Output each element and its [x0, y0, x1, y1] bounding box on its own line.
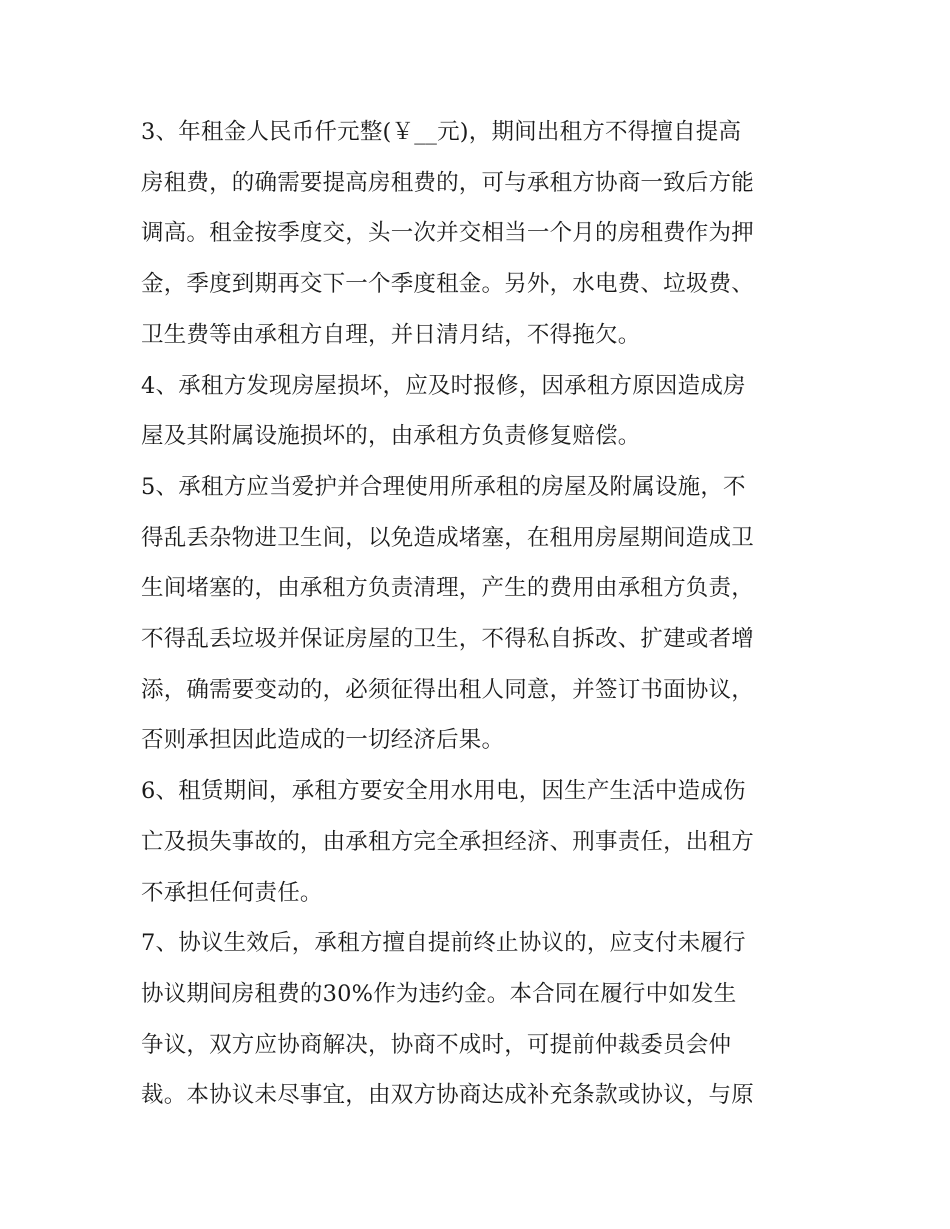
clause-6	[141, 766, 821, 918]
text-line: 3、年租金人民币仟元整(￥__元)，期间出租方不得擅自提高	[141, 119, 742, 145]
text-line: 争议，双方应协商解决，协商不成时，可提前仲裁委员会仲	[141, 1031, 732, 1058]
text-line: 不承担任何责任。	[141, 879, 323, 906]
text-line: 金，季度到期再交下一个季度租金。另外，水电费、垃圾费、	[141, 271, 754, 298]
text-line: 6、租赁期间，承租方要安全用水用电，因生产生活中造成伤	[141, 778, 746, 805]
text-line: 7、协议生效后，承租方擅自提前终止协议的，应支付未履行	[141, 930, 746, 957]
clause-5	[141, 462, 821, 766]
clause-3	[141, 107, 821, 361]
text-line: 5、承租方应当爱护并合理使用所承租的房屋及附属设施，不	[141, 473, 746, 500]
text-line: 卫生费等由承租方自理，并日清月结，不得拖欠。	[141, 321, 641, 348]
text-line: 调高。租金按季度交，头一次并交相当一个月的房租费作为押	[141, 220, 754, 247]
text-line: 得乱丢杂物进卫生间，以免造成堵塞，在租用房屋期间造成卫	[141, 524, 754, 551]
clause-7	[141, 918, 821, 1121]
text-line: 4、承租方发现房屋损坏，应及时报修，因承租方原因造成房	[141, 372, 746, 399]
text-line: 裁。本协议未尽事宜，由双方协商达成补充条款或协议，与原	[141, 1082, 754, 1109]
text-line: 房租费，的确需要提高房租费的，可与承租方协商一致后方能	[141, 169, 754, 196]
text-line: 亡及损失事故的，由承租方完全承担经济、刑事责任，出租方	[141, 828, 754, 855]
clause-4	[141, 361, 821, 462]
text-line: 协议期间房租费的30%作为违约金。本合同在履行中如发生	[141, 980, 737, 1007]
text-line: 生间堵塞的，由承租方负责清理，产生的费用由承租方负责，	[141, 575, 754, 602]
text-line: 添，确需要变动的，必须征得出租人同意，并签订书面协议，	[141, 676, 754, 703]
text-line: 否则承担因此造成的一切经济后果。	[141, 727, 505, 754]
text-line: 屋及其附属设施损坏的，由承租方负责修复赔偿。	[141, 423, 641, 450]
text-line: 不得乱丢垃圾并保证房屋的卫生，不得私自拆改、扩建或者增	[141, 626, 754, 653]
document-body	[141, 107, 821, 1121]
